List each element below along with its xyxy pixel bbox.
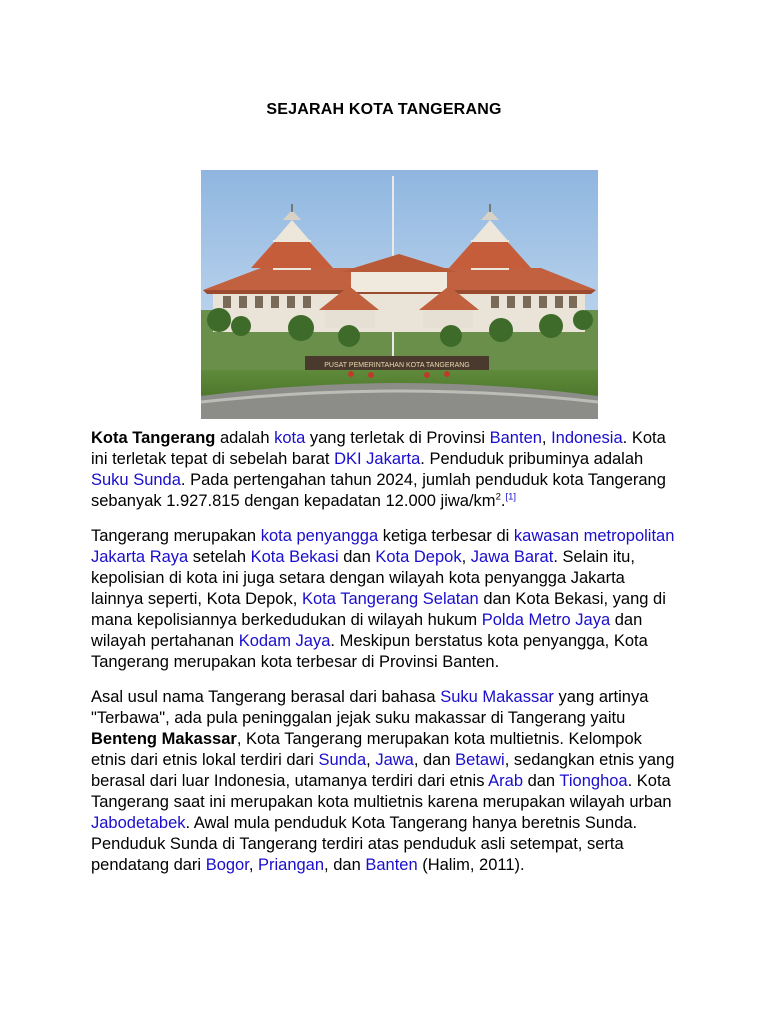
text-run: . Meskipun berstatus kota penyangga, Kota Tangerang merupakan kota terbesar di Provinsi Banten. bbox=[91, 632, 648, 671]
link-indonesia[interactable]: Indonesia bbox=[551, 429, 623, 447]
text-run: adalah bbox=[215, 429, 275, 447]
link-tionghoa[interactable]: Tionghoa bbox=[559, 772, 628, 790]
link-kota-depok[interactable]: Kota Depok bbox=[375, 548, 462, 566]
link-banten-2[interactable]: Banten bbox=[365, 856, 418, 874]
text-run: . Selain itu, kepolisian di kota ini juga setara dengan wilayah kota penyangga Jakarta lainnya seperti, Kota Depok, bbox=[91, 548, 635, 608]
paragraph-1 bbox=[91, 428, 681, 512]
bold-benteng-makassar: Benteng Makassar bbox=[91, 730, 237, 748]
text-run: dan wilayah pertahanan bbox=[91, 611, 643, 650]
link-jabodetabek[interactable]: Jabodetabek bbox=[91, 814, 186, 832]
link-bogor[interactable]: Bogor bbox=[205, 856, 249, 874]
text-run: , dan bbox=[413, 751, 456, 769]
citation-link[interactable]: [1] bbox=[505, 491, 517, 503]
link-kodam-jaya[interactable]: Kodam Jaya bbox=[238, 632, 331, 650]
text-run: . Kota ini terletak tepat di sebelah barat bbox=[91, 429, 666, 468]
text-run: , Kota Tangerang merupakan kota multietnis. Kelompok etnis dari etnis lokal terdiri dari bbox=[91, 730, 642, 769]
paragraph-3 bbox=[91, 687, 681, 876]
text-run: , bbox=[541, 429, 552, 447]
link-sunda[interactable]: Sunda bbox=[318, 751, 367, 769]
superscript-2: 2 bbox=[495, 491, 501, 503]
text-run: . Awal mula penduduk Kota Tangerang hanya beretnis Sunda. Penduduk Sunda di Tangerang terdiri atas penduduk asli setempat, serta pendatang dari bbox=[91, 814, 638, 874]
text-run: . Penduduk pribuminya adalah bbox=[420, 450, 644, 468]
text-run: dan bbox=[338, 548, 376, 566]
link-banten[interactable]: Banten bbox=[489, 429, 542, 447]
link-suku-sunda[interactable]: Suku Sunda bbox=[91, 471, 181, 489]
text-run: dan bbox=[523, 772, 560, 790]
link-betawi[interactable]: Betawi bbox=[455, 751, 505, 769]
text-run: (Halim, 2011). bbox=[417, 856, 525, 874]
text-run: , dan bbox=[324, 856, 366, 874]
link-jawa-barat[interactable]: Jawa Barat bbox=[470, 548, 554, 566]
text-run: Asal usul nama Tangerang berasal dari bahasa bbox=[91, 688, 441, 706]
text-run: dan Kota Bekasi, yang di mana kepolisiannya berkedudukan di wilayah hukum bbox=[91, 590, 666, 629]
link-kawasan-metropolitan[interactable]: kawasan metropolitan Jakarta Raya bbox=[91, 527, 675, 566]
text-run: , sedangkan etnis yang berasal dari luar Indonesia, utamanya terdiri dari etnis bbox=[91, 751, 675, 790]
article-body bbox=[91, 428, 681, 890]
link-dki-jakarta[interactable]: DKI Jakarta bbox=[334, 450, 421, 468]
text-run: . Kota Tangerang saat ini merupakan kota multietnis karena merupakan wilayah urban bbox=[91, 772, 672, 811]
text-run: yang terletak di Provinsi bbox=[305, 429, 490, 447]
bold-term: Kota Tangerang bbox=[91, 429, 216, 447]
text-run: setelah bbox=[188, 548, 251, 566]
link-arab[interactable]: Arab bbox=[488, 772, 523, 790]
link-priangan[interactable]: Priangan bbox=[257, 856, 325, 874]
text-run: Tangerang merupakan bbox=[91, 527, 261, 545]
sign-text: PUSAT PEMERINTAHAN KOTA TANGERANG bbox=[324, 362, 470, 369]
text-run: . Pada pertengahan tahun 2024, jumlah penduduk kota Tangerang sebanyak 1.927.815 dengan kepadatan 12.000 jiwa/km bbox=[91, 471, 666, 510]
link-kota-bekasi[interactable]: Kota Bekasi bbox=[250, 548, 339, 566]
text-run: . bbox=[500, 492, 506, 510]
text-run: , bbox=[248, 856, 258, 874]
city-hall-photo bbox=[201, 170, 598, 419]
link-suku-makassar[interactable]: Suku Makassar bbox=[440, 688, 554, 706]
page-title: SEJARAH KOTA TANGERANG bbox=[266, 101, 502, 118]
link-jawa[interactable]: Jawa bbox=[375, 751, 414, 769]
link-kota[interactable]: kota bbox=[274, 429, 306, 447]
text-run: , bbox=[366, 751, 376, 769]
text-run: , bbox=[461, 548, 471, 566]
link-kota-penyangga[interactable]: kota penyangga bbox=[260, 527, 379, 545]
link-kota-tangerang-selatan[interactable]: Kota Tangerang Selatan bbox=[301, 590, 479, 608]
paragraph-2 bbox=[91, 526, 681, 673]
text-run: ketiga terbesar di bbox=[378, 527, 514, 545]
text-run: yang artinya "Terbawa", ada pula peninggalan jejak suku makassar di Tangerang yaitu bbox=[91, 688, 649, 727]
link-polda-metro-jaya[interactable]: Polda Metro Jaya bbox=[481, 611, 611, 629]
